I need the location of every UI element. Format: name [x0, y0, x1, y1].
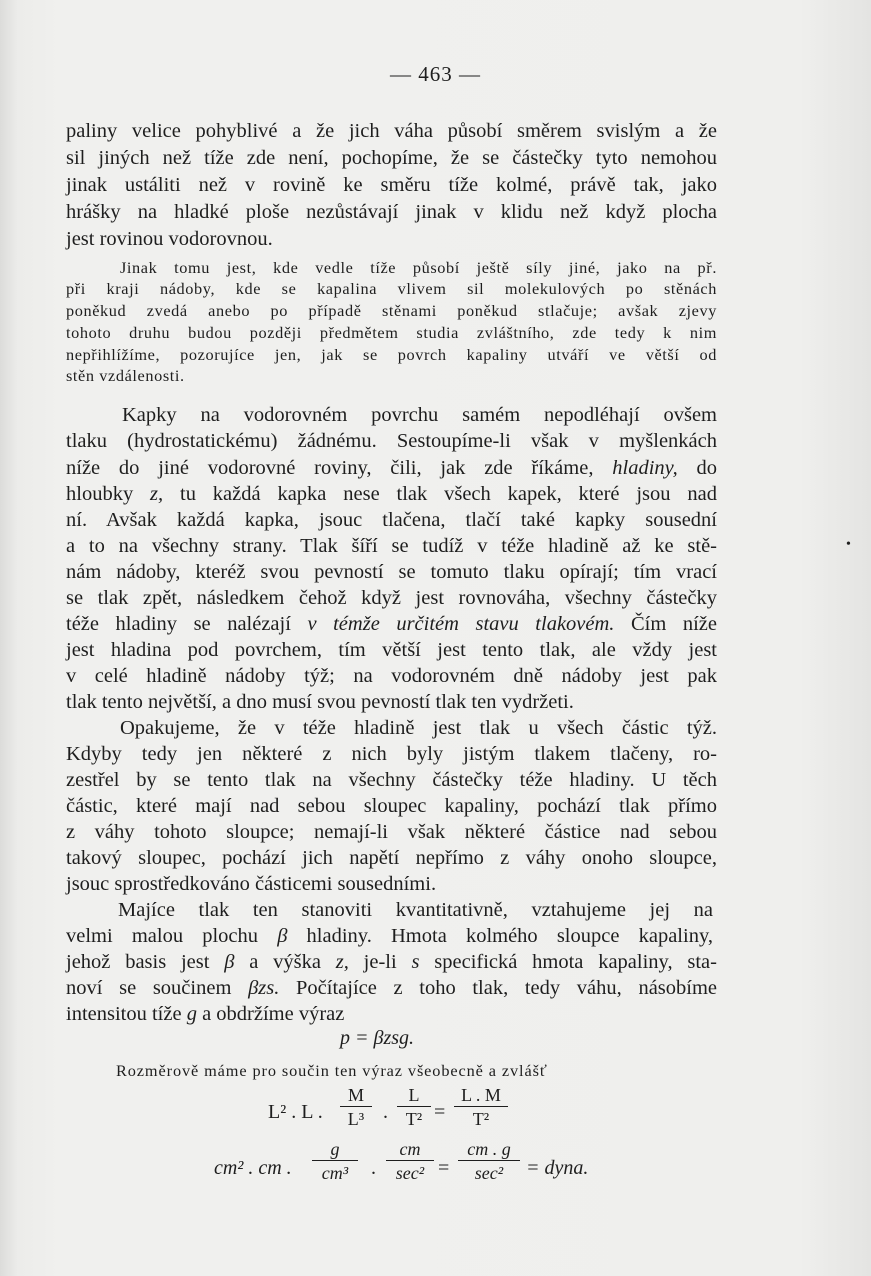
text-line: noví se součinem βzs. Počítajíce z toho tlak, tedy váhu, násobíme — [66, 977, 718, 999]
text-line: z váhy tohoto sloupce; nemají-li však některé částice nad sebou — [66, 821, 717, 843]
text-line: Jinak tomu jest, kde vedle tíže působí ještě síly jiné, jako na př. — [120, 258, 717, 277]
fraction-bar — [458, 1160, 520, 1161]
text-line: ní. Avšak každá kapka, jsouc tlačena, tlačí také kapky sousední — [66, 509, 717, 531]
text-line: tohoto druhu budou později předmětem studia zvláštního, zde tedy k nim — [66, 323, 717, 342]
fraction-denominator: cm³ — [321, 1163, 349, 1183]
text-line: nám nádoby, kteréž svou pevností se tomuto tlaku opírají; tím vrací — [66, 561, 717, 583]
text-line: jest rovinou vodorovnou. — [66, 228, 273, 250]
fraction-bar — [340, 1106, 372, 1107]
text-line: hloubky z, tu každá kapka nese tlak všech kapek, které jsou nad — [66, 483, 717, 505]
text-line: jsouc sprostředkováno částicemi sousedními. — [66, 873, 437, 895]
unit-equals: = — [438, 1157, 450, 1179]
unit-fraction-1 — [312, 1139, 358, 1183]
dim-equals: = — [434, 1101, 446, 1123]
dim-dot: . — [383, 1101, 388, 1123]
fraction-bar — [312, 1160, 358, 1161]
text-line: paliny velice pohyblivé a že jich váha působí směrem svislým a že — [66, 120, 717, 142]
text-line: poněkud zvedá anebo po případě stěnami poněkud stlačuje; avšak zjevy — [66, 301, 717, 320]
fraction-denominator: sec² — [395, 1163, 425, 1183]
text-line: jest hladina pod povrchem, tím větší jest tento tlak, ale vždy jest — [66, 639, 717, 661]
fraction-denominator: T² — [472, 1109, 490, 1129]
text-line: jehož basis jest β a výška z, je-li s specifická hmota kapaliny, sta- — [66, 951, 717, 973]
fraction-numerator: L . M — [461, 1085, 501, 1105]
text-line: při kraji nádoby, kde se kapalina vlivem sil molekulových po stěnách — [66, 279, 717, 298]
text-line: Majíce tlak ten stanoviti kvantitativně, vztahujeme jej na — [118, 899, 713, 921]
fraction-numerator: L — [408, 1085, 420, 1105]
fraction-bar — [454, 1106, 508, 1107]
unit-tail: = dyna. — [526, 1157, 589, 1179]
fraction-denominator: sec² — [474, 1163, 504, 1183]
fraction-numerator: g — [330, 1139, 340, 1159]
text-line: intensitou tíže g a obdržíme výraz — [66, 1003, 345, 1025]
unit-fraction-2 — [386, 1139, 434, 1183]
unit-dot: . — [371, 1157, 376, 1179]
text-line: níže do jiné vodorovné roviny, čili, jak zde říkáme, hladiny, do — [66, 457, 718, 479]
dim-fraction-1 — [340, 1085, 372, 1129]
fraction-bar — [386, 1160, 434, 1161]
text-line: částic, které mají nad sebou sloupec kapaliny, pochází tlak přímo — [66, 795, 717, 817]
unit-lead: cm² . cm . — [214, 1157, 292, 1179]
unit-fraction-3 — [458, 1139, 520, 1183]
dim-fraction-2 — [397, 1085, 431, 1129]
text-line: nepřihlížíme, pozorujíce jen, jak se povrch kapaliny utváří ve větší od — [66, 345, 717, 364]
fraction-denominator: T² — [405, 1109, 423, 1129]
text-line: velmi malou plochu β hladiny. Hmota kolmého sloupce kapaliny, — [66, 925, 713, 947]
text-line: a to na všechny strany. Tlak šíří se tudíž v téže hladině až ke stě- — [66, 535, 717, 557]
text-line: Opakujeme, že v téže hladině jest tlak u všech částic týž. — [120, 717, 717, 739]
equation-pressure: p = βzsg. — [340, 1027, 415, 1049]
text-line: Kapky na vodorovném povrchu samém nepodléhají ovšem — [122, 404, 717, 426]
text-line: takový sloupec, pochází jich napětí nepřímo z váhy onoho sloupce, — [66, 847, 717, 869]
text-line: téže hladiny se nalézají v témže určitém stavu tlakovém. Čím níže — [66, 613, 717, 635]
text-line: v celé hladině nádoby týž; na vodorovném dně nádoby jest pak — [66, 665, 717, 687]
text-line: Kdyby tedy jen některé z nich byly jistým tlakem tlačeny, ro- — [66, 743, 717, 765]
text-line: hrášky na hladké ploše nezůstávají jinak v klidu než když plocha — [66, 201, 717, 223]
text-line: se tlak zpět, následkem čehož když jest rovnováha, všechny částečky — [66, 587, 717, 609]
text-line: tlak tento největší, a dno musí svou pevností tlak ten vydržeti. — [66, 691, 574, 713]
fraction-bar — [397, 1106, 431, 1107]
text-line: zestřel by se tento tlak na všechny částečky téže hladiny. U těch — [66, 769, 717, 791]
dim-lead: L² . L . — [268, 1101, 323, 1123]
fraction-numerator: M — [347, 1085, 364, 1105]
fraction-numerator: cm . g — [467, 1139, 511, 1159]
text-line: tlaku (hydrostatickému) žádnému. Sestoupíme-li však v myšlenkách — [66, 430, 717, 452]
fraction-numerator: cm — [399, 1139, 421, 1159]
dim-fraction-3 — [454, 1085, 508, 1129]
text-line: stěn vzdálenosti. — [66, 366, 185, 385]
text-line: jinak ustáliti než v rovině ke směru tíže kolmé, právě tak, jako — [66, 174, 717, 196]
margin-mark: • — [846, 537, 851, 552]
text-line: sil jiných než tíže zde není, pochopíme, že se částečky tyto nemohou — [66, 147, 717, 169]
equation-intro: Rozměrově máme pro součin ten výraz všeobecně a zvlášť — [116, 1061, 548, 1080]
fraction-denominator: L³ — [347, 1109, 365, 1129]
page-number: — 463 — — [390, 62, 481, 86]
